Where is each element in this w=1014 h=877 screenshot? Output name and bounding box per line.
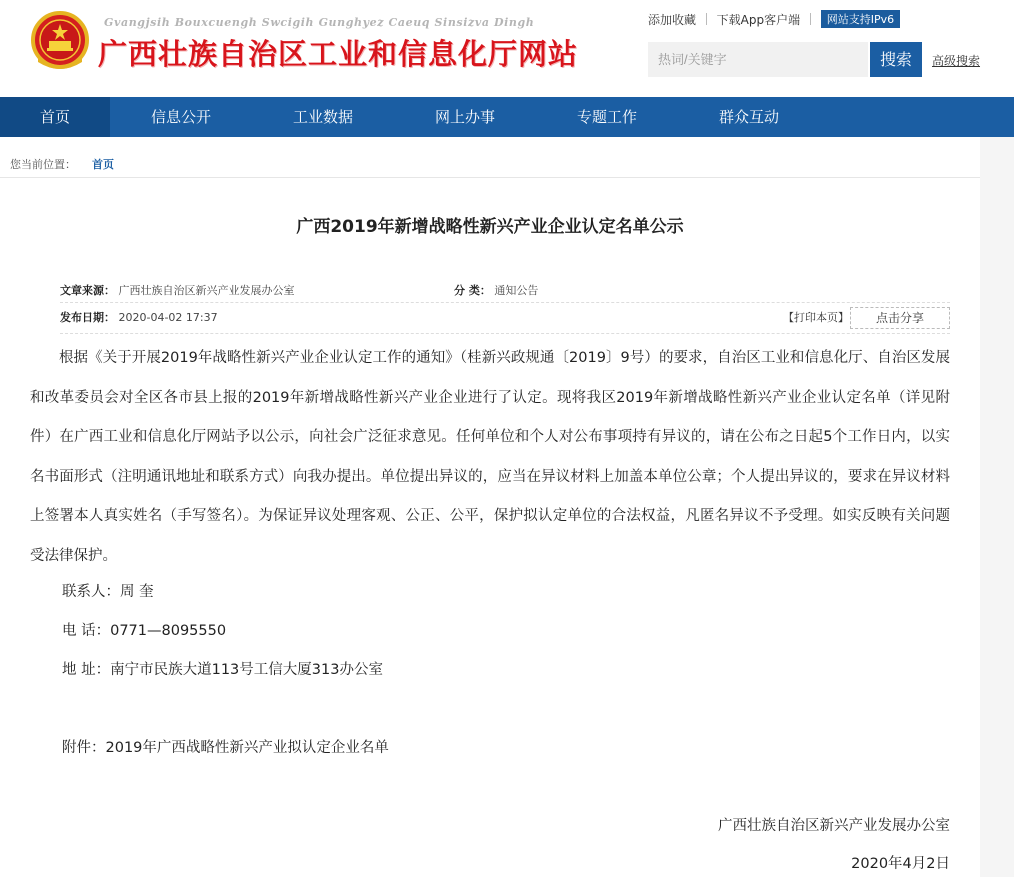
sign-date: 2020年4月2日: [851, 856, 950, 872]
attachment: [62, 736, 389, 757]
article-category: [454, 282, 538, 298]
search-button[interactable]: 搜索: [870, 42, 922, 77]
article-source: [60, 282, 295, 298]
nav-home[interactable]: 首页: [0, 97, 110, 137]
print-page-link[interactable]: 【打印本页】: [783, 311, 849, 324]
breadcrumb-home-link[interactable]: 首页: [92, 158, 114, 171]
signature: 广西壮族自治区新兴产业发展办公室: [718, 818, 950, 834]
contact-phone: 电 话：0771—8095550: [62, 623, 227, 639]
divider: [706, 13, 707, 25]
article-body: 根据《关于开展2019年战略性新兴产业企业认定工作的通知》（桂新兴政规通〔2019〕9号）的要求，自治区工业和信息化厅、自治区发展和改革委员会对全区各市县上报的2019年新增战略性新兴产业企业进行了认定。现将我区2019年新增战略性新兴产业企业认定名单（详见附件）在广西工业和信息化厅网站予以公示，向社会广泛征求意见。任何单位和个人对公布事项持有异议的，请在公布之日起5个工作日内，以实名书面形式（注明通讯地址和联系方式）向我办提出。单位提出异议的，应当在异议材料上加盖本单位公章；个人提出异议的，要求在异议材料上签署本人真实姓名（手写签名）。为保证异议处理客观、公正、公平，保护拟认定单位的合法权益，凡匿名异议不予受理。如实反映有关问题受法律保护。: [30, 350, 950, 564]
main-nav: [0, 97, 1014, 137]
category-value: 通知公告: [494, 284, 539, 297]
divider: [60, 302, 950, 303]
nav-special-topics[interactable]: 专题工作: [576, 108, 637, 126]
site-title[interactable]: 广西壮族自治区工业和信息化厅网站: [98, 37, 579, 71]
national-emblem-icon[interactable]: [30, 10, 90, 74]
attachment-label: 附件：: [62, 740, 106, 756]
breadcrumb: [0, 147, 980, 178]
contact-person: 联系人：周 奎: [62, 584, 154, 600]
article-date: [60, 309, 218, 325]
divider: [60, 333, 950, 334]
source-value: 广西壮族自治区新兴产业发展办公室: [118, 284, 295, 297]
contact-address: 地 址：南宁市民族大道113号工信大厦313办公室: [62, 662, 383, 678]
attachment-link[interactable]: 2019年广西战略性新兴产业拟认定企业名单: [105, 740, 389, 756]
source-label: 文章来源：: [60, 284, 115, 297]
advanced-search-link[interactable]: 高级搜索: [932, 54, 981, 68]
breadcrumb-label: 您当前位置：: [10, 158, 76, 171]
top-links: [648, 10, 900, 28]
date-value: 2020-04-02 17:37: [118, 311, 218, 324]
nav-online-services[interactable]: 网上办事: [434, 108, 495, 126]
share-button[interactable]: 点击分享: [850, 307, 950, 329]
search-input[interactable]: 热词/关键字: [648, 42, 868, 77]
page-gutter: [980, 137, 1014, 877]
add-favorite-link[interactable]: 添加收藏: [648, 12, 697, 27]
nav-public-interaction[interactable]: 群众互动: [718, 108, 779, 126]
date-label: 发布日期：: [60, 311, 115, 324]
ipv6-badge: 网站支持IPv6: [821, 10, 900, 28]
site-header: [0, 0, 1014, 97]
category-label: 分 类：: [454, 284, 491, 297]
site-subtitle: Gvangjsih Bouxcuengh Swcigih Gunghyez Caeuq Sinsizva Dingh: [104, 16, 535, 29]
article-title: 广西2019年新增战略性新兴产业企业认定名单公示: [296, 217, 684, 237]
nav-info-disclosure[interactable]: 信息公开: [150, 108, 211, 126]
download-app-link[interactable]: 下载App客户端: [716, 12, 801, 27]
nav-industry-data[interactable]: 工业数据: [292, 108, 353, 126]
divider: [810, 13, 811, 25]
